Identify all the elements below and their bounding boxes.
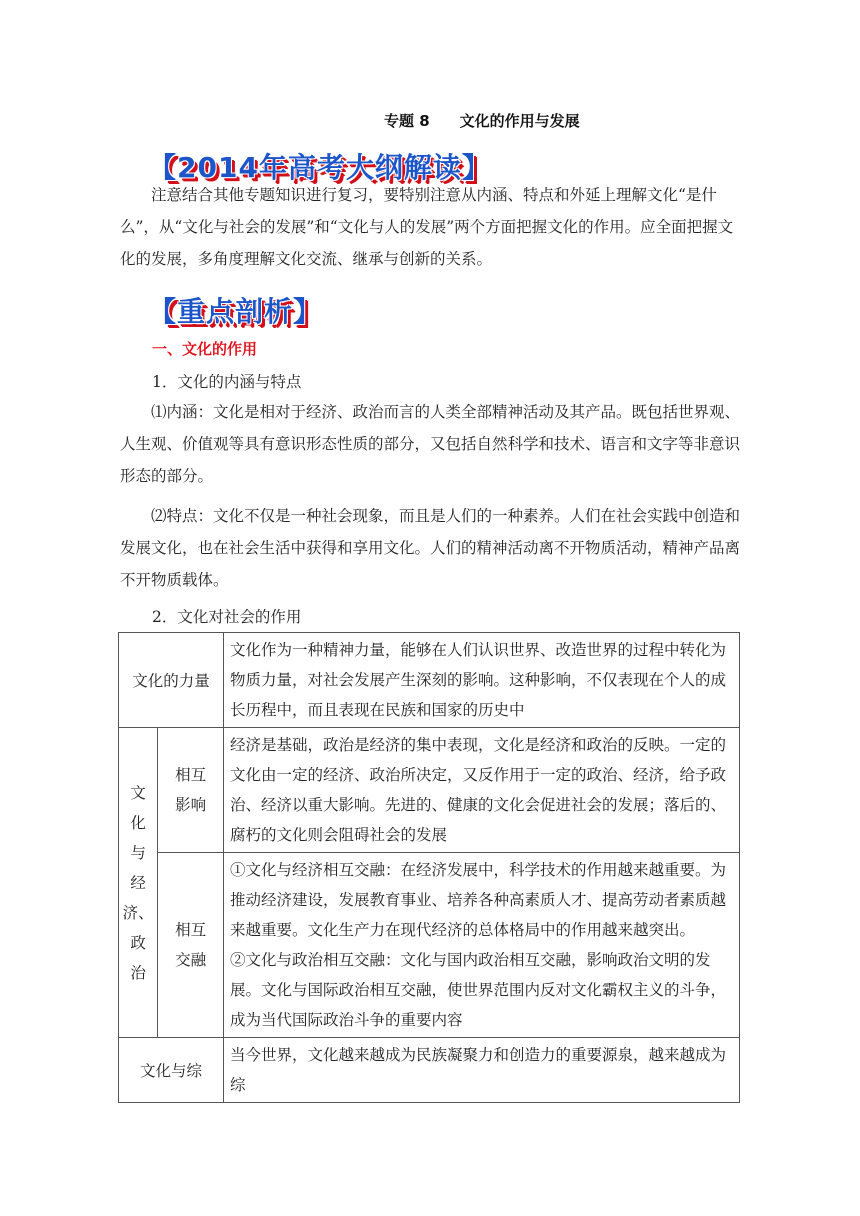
document-title: 专题 8 文化的作用与发展 xyxy=(384,112,580,130)
vertical-label-culture-economy-politics: 文 化 与 经 济、 政 治 xyxy=(119,728,158,1038)
connotation-paragraph: ⑴内涵：文化是相对于经济、政治而言的人类全部精神活动及其产品。既包括世界观、人生观、价值观等具有意识形态性质的部分，又包括自然科学和技术、语言和文字等非意识形态的部分。 xyxy=(120,403,741,485)
characteristics-paragraph: ⑵特点：文化不仅是一种社会现象，而且是人们的一种素养。人们在社会实践中创造和发展文化，也在社会生活中获得和享用文化。人们的精神活动离不开物质活动，精神产品离不开物质载体。 xyxy=(120,507,741,589)
row-text-comprehensive: 当今世界，文化越来越成为民族凝聚力和创造力的重要源泉，越来越成为综 xyxy=(224,1038,740,1103)
row-text-power: 文化作为一种精神力量，能够在人们认识世界、改造世界的过程中转化为物质力量，对社会发展产生深刻的影响。这种影响，不仅表现在个人的成长历程中，而且表现在民族和国家的历史中 xyxy=(224,633,740,728)
table-row xyxy=(119,633,740,728)
culture-role-table xyxy=(118,632,740,1103)
table-row xyxy=(119,1038,740,1103)
sub-text-mutual-influence: 经济是基础，政治是经济的集中表现，文化是经济和政治的反映。一定的文化由一定的经济、政治所决定，又反作用于一定的政治、经济，给予政治、经济以重大影响。先进的、健康的文化会促进社会的发展；落后的、腐朽的文化则会阻碍社会的发展 xyxy=(224,728,740,853)
key-analysis-banner: 【重点剖析】 xyxy=(148,295,323,328)
row-head-comprehensive: 文化与综 xyxy=(119,1038,224,1103)
intro-paragraph: 注意结合其他专题知识进行复习，要特别注意从内涵、特点和外延上理解文化“是什么”，从“文化与社会的发展”和“文化与人的发展”两个方面把握文化的作用。应全面把握文化的发展，多角度理解文化交流、继承与创新的关系。 xyxy=(120,186,734,268)
item-1-heading: 1．文化的内涵与特点 xyxy=(152,373,302,391)
table-row xyxy=(119,728,740,853)
row-head-power: 文化的力量 xyxy=(119,633,224,728)
sub-head-mutual-influence: 相互 影响 xyxy=(158,728,224,853)
sub-text-mutual-integration: ①文化与经济相互交融：在经济发展中，科学技术的作用越来越重要。为推动经济建设，发展教育事业、培养各种高素质人才、提高劳动者素质越来越重要。文化生产力在现代经济的总体格局中的作用越来越突出。 ②文化与政治相互交融：文化与国内政治相互交融，影响政治文明的发展。文化与国际政治相互交融，使世界范围内反对文化霸权主义的斗争，成为当代国际政治斗争的重要内容 xyxy=(224,853,740,1038)
exam-outline-banner: 【2014年高考大纲解读】 xyxy=(148,151,491,184)
table-row xyxy=(119,853,740,1038)
section-heading: 一、文化的作用 xyxy=(152,340,258,358)
item-2-heading: 2．文化对社会的作用 xyxy=(152,608,302,626)
sub-head-mutual-integration: 相互 交融 xyxy=(158,853,224,1038)
